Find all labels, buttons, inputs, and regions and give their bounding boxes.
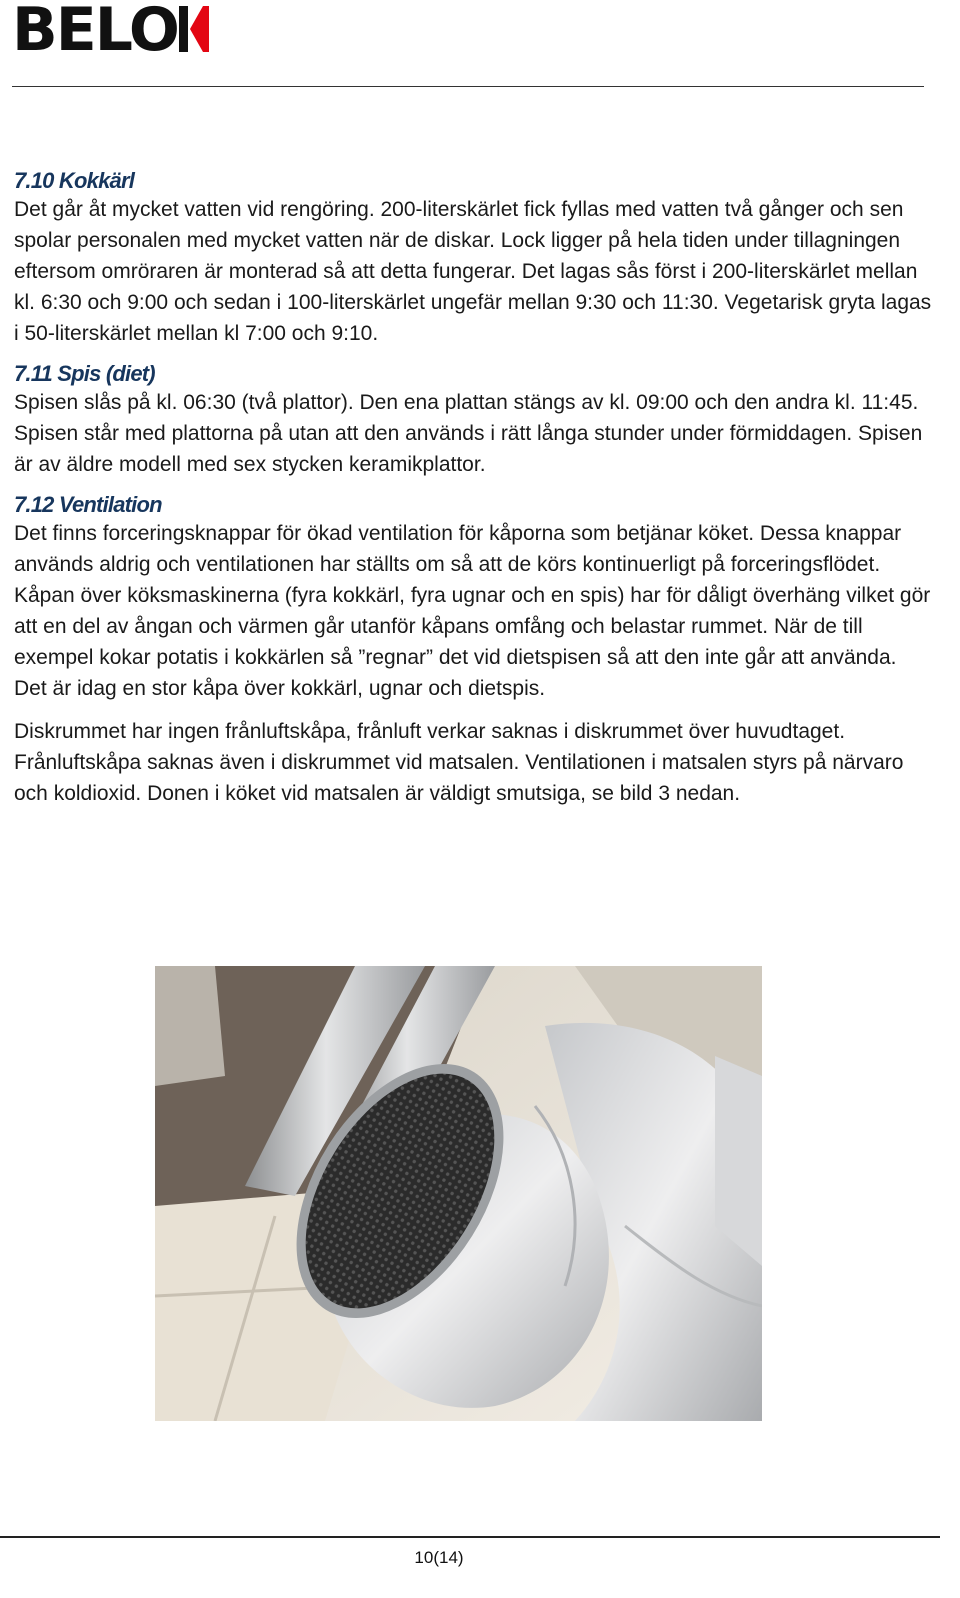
document-body	[14, 168, 934, 809]
company-logo: BELO	[12, 2, 209, 58]
section-heading-kokkarl: 7.10 Kokkärl	[14, 168, 135, 193]
logo-k-mark	[179, 6, 209, 52]
section-heading-spis: 7.11 Spis (diet)	[14, 361, 155, 386]
page-number: 10(14)	[414, 1548, 464, 1567]
header-divider	[12, 86, 924, 87]
paragraph: Det finns forceringsknappar för ökad ventilation för kåporna som betjänar köket. Dessa knappar används aldrig och ventilationen har ställts om så att de körs kontinuerligt på forceringsflödet. Kåpan över köksmaskinerna (fyra kokkärl, fyra ugnar och en spis) har för dåligt överhäng vilket gör att en del av ångan och värmen går utanför kåpans omfång och belastar rummet. När de till exempel kokar potatis i kokkärlen så ”regnar” det vid dietspisen så att den inte går att använda. Det är idag en stor kåpa över kokkärl, ugnar och dietspis.	[14, 522, 931, 700]
section-heading-ventilation: 7.12 Ventilation	[14, 492, 162, 517]
paragraph: Spisen slås på kl. 06:30 (två plattor). Den ena plattan stängs av kl. 09:00 och den andra kl. 11:45. Spisen står med plattorna på utan att den används i rätt långa stunder under förmiddagen. Spisen är av äldre modell med sex stycken keramikplattor.	[14, 391, 923, 476]
ventilation-duct-photo	[155, 966, 762, 1421]
footer-divider	[0, 1536, 940, 1538]
paragraph: Diskrummet har ingen frånluftskåpa, frånluft verkar saknas i diskrummet över huvudtaget. Frånluftskåpa saknas även i diskrummet vid matsalen. Ventilationen i matsalen styrs på närvaro och koldioxid. Donen i köket vid matsalen är väldigt smutsiga, se bild 3 nedan.	[14, 720, 904, 805]
paragraph: Det går åt mycket vatten vid rengöring. 200-literskärlet fick fyllas med vatten två gånger och sen spolar personalen med mycket vatten när de diskar. Lock ligger på hela tiden under tillagningen eftersom omröraren är monterad så att detta fungerar. Det lagas sås först i 200-literskärlet mellan kl. 6:30 och 9:00 och sedan i 100-literskärlet ungefär mellan 9:30 och 11:30. Vegetarisk gryta lagas i 50-literskärlet mellan kl 7:00 och 9:10.	[14, 198, 932, 345]
